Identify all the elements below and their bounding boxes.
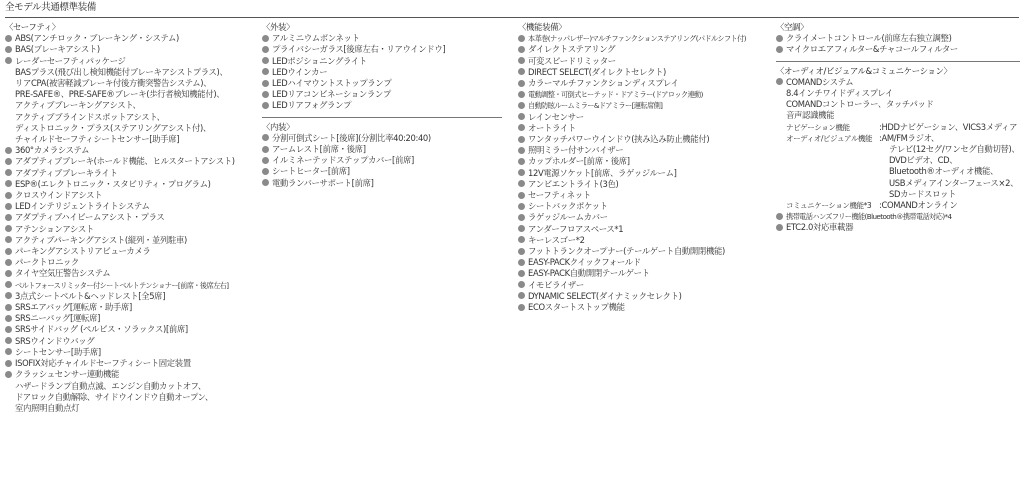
section-title: 〈セーフティ〉 [5,22,60,32]
spec-item [5,145,258,156]
bullet-icon [518,136,525,143]
spec-item-text: クラッシュセンサー連動機能 [15,369,119,380]
bullet-icon [262,157,269,164]
bullet-icon [518,281,525,288]
feature-label: ナビゲーション機能 [786,122,850,132]
bullet-icon [518,192,525,199]
spec-item-text: プライバシーガラス[後席左右・リアウインドウ] [272,44,446,55]
bullet-icon [518,68,525,75]
spec-item-text: シートバックポケット [528,201,608,212]
spec-item-text: ワンタッチパワーウインドウ(挟み込み防止機能付) [528,134,710,145]
spec-item-detail: リアCPA(被害軽減ブレーキ付後方衝突警告システム)、 [15,78,212,89]
spec-item-text: 電動調整・可倒式ヒーテッド・ドアミラー(ドアロック連動) [528,90,703,100]
spec-item-text: セーフティネット [528,190,591,201]
feature-label: コミュニケーション機能*3 [786,201,872,211]
bullet-icon [262,102,269,109]
spec-item-text: カップホルダー[前席・後席] [528,156,630,167]
bullet-icon [262,168,269,175]
spec-item-text: レインセンサー [528,111,584,122]
spec-item-detail: アクティブブラインドスポットアシスト、 [15,111,165,122]
bullet-icon [518,147,525,154]
spec-item-text: 照明ミラー付サンバイザー [528,145,624,156]
spec-item-text: 分割可倒式シート[後席](分割比率40:20:40) [272,132,431,143]
spec-item-text: DYNAMIC SELECT(ダイナミックセレクト) [528,290,682,301]
spec-item [5,369,258,414]
spec-item-text: COMANDシステム [786,76,854,87]
spec-item [776,44,1020,55]
bullet-icon [262,68,269,75]
spec-item [518,145,770,156]
spec-item [518,56,770,67]
spec-item [262,67,502,78]
spec-item [5,156,258,167]
bullet-icon [5,248,12,255]
spec-item [518,257,770,268]
spec-item [5,33,258,44]
bullet-icon [5,270,12,277]
spec-item [518,44,770,55]
bullet-icon [5,371,12,378]
bullet-icon [776,46,783,53]
spec-item [262,78,502,89]
spec-item-text: ESP®(エレクトロニック・スタビリティ・プログラム) [15,178,211,189]
spec-section [518,22,770,313]
spec-item-text: アームレスト[前席・後席] [272,144,366,155]
spec-item-detail: 室内照明自動点灯 [15,402,80,413]
spec-item-text: パークトロニック [15,257,79,268]
spec-item-detail: ハザードランプ自動点滅、エンジン自動カットオフ、 [15,380,206,391]
spec-item-text: EASY-PACK自動開閉テールゲート [528,268,650,279]
spec-item-text: 携帯電話ハンズフリー機能(Bluetooth®携帯電話対応)*4 [786,212,952,222]
spec-item-text: SRSニーバッグ[運転席] [15,313,101,324]
spec-item-text: シートヒーター[前席] [272,166,350,177]
spec-item [518,291,770,302]
spec-item-text: LEDリアコンビネーションランプ [272,89,391,100]
spec-item [5,257,258,268]
spec-item-text: 可変スピードリミッター [528,55,616,66]
spec-item [262,100,502,111]
bullet-icon [5,57,12,64]
feature-value-detail: テレビ(12セグ/ワンセグ自動切替)、 [889,144,1020,155]
spec-item [518,78,770,89]
spec-item-text: キーレスゴー*2 [528,234,585,245]
spec-item-text: LEDインテリジェントライトシステム [15,201,150,212]
feature-row [776,133,1020,144]
spec-item [518,246,770,257]
spec-item-text: SRSエアバッグ[運転席・助手席] [15,302,132,313]
spec-item [5,224,258,235]
bullet-icon [518,304,525,311]
spec-item [262,33,502,44]
feature-value-detail: USBメディアインターフェース×2、 [889,177,1019,188]
spec-item [262,56,502,67]
bullet-icon [518,225,525,232]
spec-item [5,302,258,313]
spec-item [5,179,258,190]
section-title: 〈オーディオ/ビジュアル&コミュニケーション〉 [776,65,952,76]
spec-item [518,201,770,212]
spec-item [518,224,770,235]
feature-row [776,122,1020,133]
spec-item-detail: アクティブブレーキングアシスト、 [15,100,141,111]
bullet-icon [262,146,269,153]
spec-item-text: ラゲッジルームカバー [528,212,608,223]
bullet-icon [776,35,783,42]
spec-item-text: マイクロエアフィルター&チャコールフィルター [786,44,958,55]
spec-item [518,156,770,167]
bullet-icon [518,214,525,221]
column-1 [5,22,258,417]
spec-item [5,358,258,369]
feature-value: :HDDナビゲーション、VICS3メディア [879,121,1018,132]
bullet-icon [518,236,525,243]
spec-item-text: レーダーセーフティパッケージ [15,55,126,66]
spec-item-text: BAS(ブレーキアシスト) [15,44,100,55]
bullet-icon [5,214,12,221]
bullet-icon [5,326,12,333]
bullet-icon [776,78,783,85]
bullet-icon [5,46,12,53]
spec-item-text: SRSウインドウバッグ [15,335,95,346]
bullet-icon [518,80,525,87]
spec-item-detail: チャイルドセーフティシートセンサー[助手席] [15,134,180,145]
spec-item-text: クロスウインドアシスト [15,190,103,201]
spec-item-text: シートセンサー[助手席] [15,346,101,357]
spec-item [518,134,770,145]
spec-item-text: EASY-PACKクイックフォールド [528,257,641,268]
spec-item-text: アンビエントライト(3色) [528,178,619,189]
spec-item-detail: BASプラス(飛び出し検知機能付ブレーキアシストプラス)、 [15,66,228,77]
bullet-icon [518,270,525,277]
spec-item-text: クライメートコントロール(前席左右独立調整) [786,33,952,44]
section-divider [776,61,1020,62]
bullet-icon [5,236,12,243]
spec-list [262,33,502,111]
bullet-icon [5,158,12,165]
bullet-icon [776,224,783,231]
spec-item-text: 本革巻(ナッパレザー)マルチファンクションステアリング(パドルシフト付) [528,34,746,44]
spec-item [518,89,770,100]
feature-value: :COMANDオンライン [879,200,958,211]
page-title: 全モデル共通標準装備 [5,2,97,13]
bullet-icon [518,292,525,299]
section-title: 〈機能装備〉 [518,22,567,32]
spec-item [518,190,770,201]
bullet-icon [5,348,12,355]
bullet-icon [518,91,525,98]
spec-item [518,302,770,313]
spec-list [776,77,1020,234]
bullet-icon [262,57,269,64]
feature-row [776,200,1020,211]
spec-item [518,100,770,111]
spec-item-text: アクティブパーキングアシスト(縦列・並列駐車) [15,234,187,245]
feature-value: :AM/FMラジオ、 [879,132,939,143]
bullet-icon [518,158,525,165]
spec-item-detail: ドアロック自動解除、サイドウインドウ自動オープン、 [15,391,213,402]
bullet-icon [5,225,12,232]
spec-item [5,324,258,335]
spec-item-text: LEDリアフォグランプ [272,100,352,111]
spec-list [5,33,258,414]
feature-value-detail: Bluetooth®オーディオ機能、 [889,166,999,177]
spec-item [262,166,502,177]
column-3 [518,22,770,316]
bullet-icon [5,203,12,210]
spec-item-text: ISOFIX対応チャイルドセーフティシート固定装置 [15,358,191,369]
spec-item [5,313,258,324]
column-4 [776,22,1020,237]
spec-list [776,33,1020,55]
bullet-icon [262,134,269,141]
spec-item-text: オートライト [528,122,576,133]
spec-item-detail: 8.4インチワイドディスプレイ [786,88,893,99]
spec-item [262,133,502,144]
spec-item [5,268,258,279]
spec-item [518,179,770,190]
spec-item-text: 自動防眩ルームミラー&ドアミラー[運転席側] [528,101,663,111]
bullet-icon [518,203,525,210]
spec-item [5,44,258,55]
spec-item [518,212,770,223]
spec-item-text: 360°カメラシステム [15,145,90,156]
spec-item-detail: 音声認識機能 [786,110,835,121]
spec-item [5,56,258,146]
spec-item [5,235,258,246]
bullet-icon [518,102,525,109]
spec-item-text: アダプティブブレーキライト [15,167,118,178]
spec-item [5,280,258,291]
spec-item-text: ECOスタートストップ機能 [528,302,625,313]
spec-item-text: イルミネーテッドステップカバー[前席] [272,155,414,166]
spec-section [262,22,502,112]
feature-value-detail: SDカードスロット [889,188,956,199]
spec-item [5,291,258,302]
spec-list [262,133,502,189]
bullet-icon [776,213,783,220]
bullet-icon [518,180,525,187]
bullet-icon [5,292,12,299]
spec-item [262,178,502,189]
spec-item-text: アルミニウムボンネット [272,33,360,44]
bullet-icon [5,169,12,176]
spec-item [5,347,258,358]
bullet-icon [518,259,525,266]
spec-section [776,22,1020,56]
spec-item [5,212,258,223]
spec-item-text: LEDポジショニングライト [272,55,367,66]
section-title: 〈内装〉 [262,121,295,132]
bullet-icon [518,35,525,42]
spec-item [776,211,1020,222]
bullet-icon [5,281,12,288]
bullet-icon [518,248,525,255]
spec-item [518,280,770,291]
spec-item [776,33,1020,44]
title-divider [5,17,1019,18]
spec-item [5,201,258,212]
bullet-icon [262,46,269,53]
bullet-icon [518,169,525,176]
bullet-icon [5,304,12,311]
spec-item [776,222,1020,233]
spec-section [776,66,1020,234]
spec-item-text: パーキングアシストリアビューカメラ [15,246,151,257]
feature-value-detail: DVDビデオ、CD、 [889,155,958,166]
spec-item-text: DIRECT SELECT(ダイレクトセレクト) [528,66,666,77]
bullet-icon [5,259,12,266]
bullet-icon [518,113,525,120]
spec-item-text: ABS(アンチロック・ブレーキング・システム) [15,33,179,44]
spec-item [5,336,258,347]
bullet-icon [262,91,269,98]
spec-item-text: LEDハイマウントストップランプ [272,78,392,89]
spec-item-text: カラーマルチファンクションディスプレイ [528,78,679,89]
spec-item [776,77,1020,211]
section-divider [262,117,502,118]
spec-item [262,155,502,166]
bullet-icon [262,80,269,87]
spec-item-detail: ディストロニック・プラス(ステアリングアシスト付)、 [15,122,211,133]
spec-item [518,112,770,123]
spec-item-text: SRSサイドバッグ (ペルビス・ソラックス)[前席] [15,324,188,335]
spec-section [5,22,258,414]
spec-list [518,33,770,313]
spec-item-text: フットトランクオープナー(テールゲート自動開閉機能) [528,246,725,257]
bullet-icon [518,46,525,53]
spec-item-text: アダプティブブレーキ(ホールド機能、ヒルスタートアシスト) [15,156,235,167]
spec-item-text: 12V電源ソケット[前席、ラゲッジルーム] [528,167,677,178]
spec-section [262,122,502,189]
spec-item [518,123,770,134]
spec-item-text: ダイレクトステアリング [528,44,616,55]
spec-item-text: 3点式シートベルト&ヘッドレスト[全5席] [15,290,166,301]
spec-item-text: イモビライザー [528,279,584,290]
bullet-icon [5,315,12,322]
spec-item-text: 電動ランバーサポート[前席] [272,177,374,188]
spec-item [5,246,258,257]
spec-item-text: ベルトフォースリミッター付シートベルトテンショナー[前席・後席左右] [15,280,229,290]
bullet-icon [518,124,525,131]
bullet-icon [5,360,12,367]
spec-item-detail: COMANDコントローラー、タッチパッド [786,99,934,110]
spec-item-text: アンダーフロアスペース*1 [528,223,624,234]
bullet-icon [518,57,525,64]
spec-item [518,67,770,78]
spec-item [518,33,770,44]
spec-item-detail: PRE-SAFE®、PRE-SAFE®ブレーキ(歩行者検知機能付)、 [15,89,225,100]
spec-item-text: アテンションアシスト [15,223,94,234]
spec-item-text: LEDウインカー [272,66,328,77]
spec-item [262,44,502,55]
bullet-icon [5,180,12,187]
spec-item-text: ETC2.0対応車載器 [786,222,854,233]
section-title: 〈空調〉 [776,22,809,32]
spec-item [518,235,770,246]
column-2 [262,22,502,192]
bullet-icon [262,179,269,186]
spec-item [518,168,770,179]
section-title: 〈外装〉 [262,22,295,32]
bullet-icon [5,147,12,154]
spec-item [5,190,258,201]
spec-item [262,89,502,100]
spec-item-text: アダプティブハイビームアシスト・プラス [15,212,165,223]
spec-item [5,168,258,179]
bullet-icon [5,192,12,199]
spec-item-text: タイヤ空気圧警告システム [15,268,111,279]
spec-item [518,268,770,279]
bullet-icon [5,337,12,344]
bullet-icon [262,35,269,42]
bullet-icon [5,35,12,42]
feature-label: オーディオ/ビジュアル機能 [786,133,873,143]
spec-item [262,144,502,155]
